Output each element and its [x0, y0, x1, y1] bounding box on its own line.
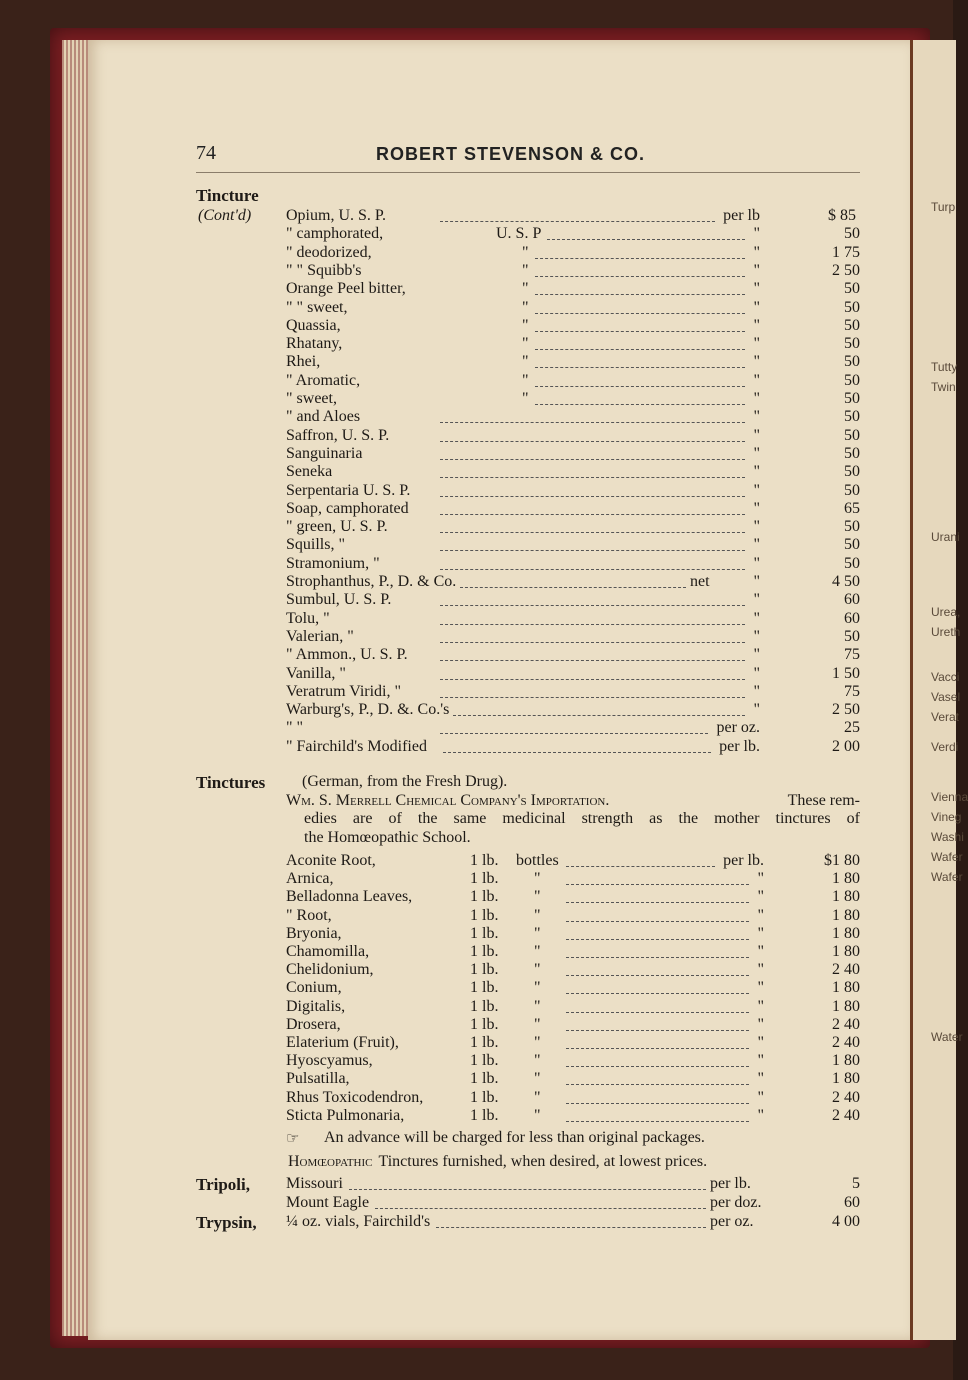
package: bottles: [516, 852, 559, 869]
tincture-price: 75: [844, 683, 860, 700]
tincture-name: Veratrum Viridi, ": [286, 683, 402, 700]
leader-dots: [440, 679, 745, 680]
package: ": [534, 979, 541, 996]
quantity: 1 lb.: [470, 961, 499, 978]
package: ": [534, 1052, 541, 1069]
quantity: 1 lb.: [470, 888, 499, 905]
quantity: 1 lb.: [470, 1034, 499, 1051]
tincture-name: Squills, ": [286, 536, 345, 553]
leader-dots: [566, 1048, 749, 1049]
tincture-note: ": [522, 335, 529, 352]
leader-dots: [440, 733, 708, 734]
leader-dots: [440, 441, 745, 442]
tincture-price: 50: [844, 628, 860, 645]
tincture-name: Orange Peel bitter,: [286, 280, 406, 297]
price: 1 80: [832, 888, 860, 905]
tincture-price: 60: [844, 591, 860, 608]
package: ": [534, 1016, 541, 1033]
tincture-price: 50: [844, 427, 860, 444]
tincture-name: Seneka: [286, 463, 333, 480]
tincture-name: Quassia,: [286, 317, 341, 334]
unit: ": [757, 925, 764, 942]
section-heading-tinctures: Tinctures: [196, 773, 266, 792]
tincture-note: ": [522, 372, 529, 389]
leader-dots: [566, 1121, 749, 1122]
tincture-name: Rhei,: [286, 353, 321, 370]
tincture-price: 25: [844, 719, 860, 736]
leader-dots: [440, 605, 745, 606]
tincture-name: " green, U. S. P.: [286, 518, 388, 535]
package: ": [534, 1089, 541, 1106]
next-page-fragment: Vineg: [931, 810, 962, 824]
tincture-price: 50: [844, 408, 860, 425]
tincture-name: Opium, U. S. P.: [286, 207, 387, 224]
tripoli-name: Missouri: [286, 1175, 343, 1192]
tincture-name: Belladonna Leaves,: [286, 888, 413, 905]
quantity: 1 lb.: [470, 1070, 499, 1087]
leader-dots: [440, 514, 745, 515]
package: ": [534, 925, 541, 942]
intro-lead: Wm. S. Merrell Chemical Company's Importation.: [286, 792, 610, 809]
tincture-price: 50: [844, 536, 860, 553]
tincture-name: Rhatany,: [286, 335, 343, 352]
package: ": [534, 998, 541, 1015]
leader-dots: [453, 715, 745, 716]
quantity: 1 lb.: [470, 1052, 499, 1069]
price: $1 80: [824, 852, 860, 869]
tincture-unit: ": [753, 244, 760, 261]
tincture-name: Saffron, U. S. P.: [286, 427, 390, 444]
next-page-fragment: Washi: [931, 830, 964, 844]
tincture-name: Bryonia,: [286, 925, 342, 942]
tincture-name: Digitalis,: [286, 998, 346, 1015]
leader-dots: [440, 697, 745, 698]
tincture-unit: ": [753, 463, 760, 480]
unit: ": [757, 943, 764, 960]
leader-dots: [566, 939, 749, 940]
tincture-unit: ": [753, 683, 760, 700]
section-subtitle: (German, from the Fresh Drug).: [302, 773, 508, 790]
tincture-name: Sanguinaria: [286, 445, 363, 462]
leader-dots: [440, 569, 745, 570]
quantity: 1 lb.: [470, 979, 499, 996]
leader-dots: [440, 642, 745, 643]
tincture-unit: ": [753, 280, 760, 297]
tincture-price: 60: [844, 610, 860, 627]
leader-dots: [440, 496, 745, 497]
price: 1 80: [832, 1070, 860, 1087]
quantity: 1 lb.: [470, 1016, 499, 1033]
unit: ": [757, 907, 764, 924]
tincture-name: " deodorized,: [286, 244, 372, 261]
unit: ": [757, 1016, 764, 1033]
tincture-unit: per lb.: [719, 738, 760, 755]
leader-dots: [460, 587, 686, 588]
tincture-note: ": [522, 353, 529, 370]
tincture-note: ": [522, 244, 529, 261]
tincture-note: ": [522, 262, 529, 279]
leader-dots: [535, 276, 746, 277]
tincture-unit: ": [753, 372, 760, 389]
tincture-name: " sweet,: [286, 390, 337, 407]
price: 2 40: [832, 1089, 860, 1106]
price: 1 80: [832, 979, 860, 996]
pointing-hand-icon: ☞: [286, 1131, 300, 1147]
package: ": [534, 1034, 541, 1051]
leader-dots: [535, 404, 746, 405]
leader-dots: [566, 993, 749, 994]
tincture-unit: ": [753, 555, 760, 572]
tincture-price: 2 50: [832, 262, 860, 279]
price: 1 80: [832, 907, 860, 924]
tincture-unit: ": [753, 335, 760, 352]
tincture-price: 4 50: [832, 573, 860, 590]
unit: ": [757, 1089, 764, 1106]
tincture-price: 50: [844, 225, 860, 242]
tincture-name: Pulsatilla,: [286, 1070, 350, 1087]
price: 2 40: [832, 1034, 860, 1051]
package: ": [534, 943, 541, 960]
page-header: [196, 142, 860, 173]
unit: ": [757, 961, 764, 978]
leader-dots: [535, 331, 746, 332]
next-page-fragment: Vienna: [931, 790, 968, 804]
tincture-unit: ": [753, 610, 760, 627]
tincture-note: ": [522, 280, 529, 297]
next-page-fragment: Urani: [931, 530, 960, 544]
tincture-note: ": [522, 299, 529, 316]
tincture-price: 50: [844, 463, 860, 480]
leader-dots: [440, 532, 745, 533]
leader-dots: [440, 660, 745, 661]
price: 2 40: [832, 1107, 860, 1124]
next-page-fragment: Ureth: [931, 625, 961, 639]
unit: ": [757, 1052, 764, 1069]
leader-dots: [535, 294, 746, 295]
tripoli-price: 5: [852, 1175, 860, 1192]
quantity: 1 lb.: [470, 852, 499, 869]
tincture-name: " " sweet,: [286, 299, 348, 316]
next-page-fragment: Turp: [931, 200, 956, 214]
unit: ": [757, 870, 764, 887]
tincture-note: ": [522, 390, 529, 407]
tincture-name: " Root,: [286, 907, 332, 924]
price: 1 80: [832, 1052, 860, 1069]
leader-dots: [566, 1030, 749, 1031]
tincture-unit: ": [753, 701, 760, 718]
unit: per lb.: [723, 852, 764, 869]
leader-dots: [349, 1189, 706, 1190]
tincture-price: 75: [844, 646, 860, 663]
leader-dots: [440, 422, 745, 423]
leader-dots: [535, 258, 746, 259]
tincture-unit: ": [753, 299, 760, 316]
tincture-unit: ": [753, 665, 760, 682]
package: ": [534, 1107, 541, 1124]
leader-dots: [535, 386, 746, 387]
tincture-unit: ": [753, 225, 760, 242]
tincture-name: Chamomilla,: [286, 943, 370, 960]
unit: ": [757, 1070, 764, 1087]
tincture-name: Warburg's, P., D. &. Co.'s: [286, 701, 450, 718]
unit: ": [757, 888, 764, 905]
page-number: 74: [196, 142, 216, 164]
tincture-name: Serpentaria U. S. P.: [286, 482, 411, 499]
price: 1 80: [832, 925, 860, 942]
quantity: 1 lb.: [470, 998, 499, 1015]
price: 1 80: [832, 943, 860, 960]
intro-line1: These rem-: [787, 792, 860, 809]
tincture-name: Tolu, ": [286, 610, 330, 627]
tincture-name: " " Squibb's: [286, 262, 362, 279]
next-page-fragment: Verdi: [931, 740, 959, 754]
tincture-name: Hyoscyamus,: [286, 1052, 373, 1069]
tincture-name: Vanilla, ": [286, 665, 346, 682]
leader-dots: [566, 902, 749, 903]
leader-dots: [375, 1208, 706, 1209]
leader-dots: [440, 221, 715, 222]
tincture-unit: per oz.: [716, 719, 760, 736]
tincture-name: Valerian, ": [286, 628, 354, 645]
tincture-price: 50: [844, 372, 860, 389]
leader-dots: [440, 550, 745, 551]
package: ": [534, 961, 541, 978]
tincture-name: Sticta Pulmonaria,: [286, 1107, 405, 1124]
tincture-price: 50: [844, 390, 860, 407]
package: ": [534, 1070, 541, 1087]
leader-dots: [566, 1066, 749, 1067]
tincture-price: 50: [844, 299, 860, 316]
next-page-fragment: Wafer: [931, 850, 963, 864]
next-page-fragment: Urea,: [931, 605, 961, 619]
tincture-unit: ": [753, 390, 760, 407]
leader-dots: [440, 477, 745, 478]
section-heading-tincture: Tincture: [196, 186, 259, 205]
tincture-price: 50: [844, 445, 860, 462]
tripoli-price: 60: [844, 1194, 860, 1211]
tincture-unit: ": [753, 628, 760, 645]
running-head: ROBERT STEVENSON & CO.: [376, 144, 646, 164]
tincture-unit: ": [753, 445, 760, 462]
leader-dots: [535, 367, 746, 368]
leader-dots: [566, 884, 749, 885]
tincture-name: " Fairchild's Modified: [286, 738, 427, 755]
tincture-note: U. S. P: [496, 225, 542, 242]
leader-dots: [566, 921, 749, 922]
contd-label: (Cont'd): [198, 207, 252, 224]
intro-line2: edies are of the same medicinal strength as the mother tinctures of: [304, 810, 860, 827]
tincture-name: Stramonium, ": [286, 555, 380, 572]
leader-dots: [566, 957, 749, 958]
leader-dots: [440, 459, 745, 460]
package: ": [534, 870, 541, 887]
tincture-unit: ": [753, 591, 760, 608]
next-page-fragment: Vasel: [931, 690, 961, 704]
leader-dots: [436, 1227, 706, 1228]
unit: ": [757, 998, 764, 1015]
homoeopathic-note: Tinctures furnished, when desired, at lowest prices.: [378, 1153, 708, 1170]
next-page-fragment: Twin: [931, 380, 956, 394]
quantity: 1 lb.: [470, 925, 499, 942]
tincture-price: 50: [844, 280, 860, 297]
leader-dots: [566, 1084, 749, 1085]
unit: ": [757, 1107, 764, 1124]
tincture-name: Conium,: [286, 979, 342, 996]
leader-dots: [566, 1012, 749, 1013]
leader-dots: [566, 975, 749, 976]
tincture-unit: ": [753, 536, 760, 553]
tincture-price: 65: [844, 500, 860, 517]
tripoli-unit: per lb.: [710, 1175, 751, 1192]
tincture-name: Arnica,: [286, 870, 334, 887]
quantity: 1 lb.: [470, 1107, 499, 1124]
tincture-name: Rhus Toxicodendron,: [286, 1089, 424, 1106]
tincture-unit: ": [753, 482, 760, 499]
homoeopathic-lead: Homœopathic: [288, 1153, 373, 1170]
tincture-unit: ": [753, 427, 760, 444]
tincture-price: 1 50: [832, 665, 860, 682]
tincture-name: " Ammon., U. S. P.: [286, 646, 408, 663]
next-page-fragment: Water: [931, 1030, 963, 1044]
tripoli-name: Mount Eagle: [286, 1194, 370, 1211]
advance-note: An advance will be charged for less than original packages.: [324, 1129, 705, 1146]
quantity: 1 lb.: [470, 907, 499, 924]
tincture-unit: ": [753, 500, 760, 517]
tincture-price: 50: [844, 555, 860, 572]
tincture-name: " ": [286, 719, 304, 736]
trypsin-unit: per oz.: [710, 1213, 754, 1230]
tincture-name: Sumbul, U. S. P.: [286, 591, 392, 608]
tincture-unit: ": [753, 408, 760, 425]
tincture-price: 2 50: [832, 701, 860, 718]
tincture-note: net: [690, 573, 710, 590]
intro-line3: the Homœopathic School.: [304, 829, 471, 846]
price: 1 80: [832, 870, 860, 887]
tincture-price: 50: [844, 518, 860, 535]
quantity: 1 lb.: [470, 943, 499, 960]
tincture-name: " camphorated,: [286, 225, 384, 242]
quantity: 1 lb.: [470, 870, 499, 887]
tincture-price: 50: [844, 482, 860, 499]
unit: ": [757, 979, 764, 996]
trypsin-price: 4 00: [832, 1213, 860, 1230]
unit: ": [757, 1034, 764, 1051]
next-page-fragment: Tutty: [931, 360, 958, 374]
package: ": [534, 907, 541, 924]
tincture-price: 1 75: [832, 244, 860, 261]
tincture-name: Soap, camphorated: [286, 500, 409, 517]
quantity: 1 lb.: [470, 1089, 499, 1106]
tincture-price: 50: [844, 317, 860, 334]
section-heading-tripoli: Tripoli,: [196, 1175, 250, 1194]
next-page-fragment: Wafer: [931, 870, 963, 884]
tincture-name: Chelidonium,: [286, 961, 374, 978]
price: 1 80: [832, 998, 860, 1015]
tincture-unit: ": [753, 518, 760, 535]
tincture-name: Drosera,: [286, 1016, 341, 1033]
leader-dots: [535, 349, 746, 350]
tincture-price: 50: [844, 335, 860, 352]
leader-dots: [443, 752, 711, 753]
tincture-price: 2 00: [832, 738, 860, 755]
tincture-note: ": [522, 317, 529, 334]
tincture-unit: per lb: [723, 207, 760, 224]
leader-dots: [547, 239, 745, 240]
package: ": [534, 888, 541, 905]
tincture-name: Elaterium (Fruit),: [286, 1034, 399, 1051]
leader-dots: [566, 1103, 749, 1104]
tincture-name: " Aromatic,: [286, 372, 361, 389]
tincture-unit: ": [753, 262, 760, 279]
leader-dots: [566, 866, 715, 867]
tincture-name: Strophanthus, P., D. & Co.: [286, 573, 457, 590]
leader-dots: [440, 624, 745, 625]
tincture-unit: ": [753, 573, 760, 590]
price: 2 40: [832, 1016, 860, 1033]
trypsin-name: ¼ oz. vials, Fairchild's: [286, 1213, 431, 1230]
tincture-unit: ": [753, 646, 760, 663]
section-heading-trypsin: Trypsin,: [196, 1213, 257, 1232]
price: 2 40: [832, 961, 860, 978]
tincture-price: 50: [844, 353, 860, 370]
tincture-unit: ": [753, 353, 760, 370]
leader-dots: [535, 313, 746, 314]
tincture-price: $ 85: [828, 207, 856, 224]
tincture-unit: ": [753, 317, 760, 334]
tincture-name: Aconite Root,: [286, 852, 376, 869]
tincture-name: " and Aloes: [286, 408, 361, 425]
next-page-edge: [910, 40, 968, 1340]
next-page-fragment: Vacci: [931, 670, 960, 684]
tripoli-unit: per doz.: [710, 1194, 762, 1211]
next-page-fragment: Verat: [931, 710, 960, 724]
